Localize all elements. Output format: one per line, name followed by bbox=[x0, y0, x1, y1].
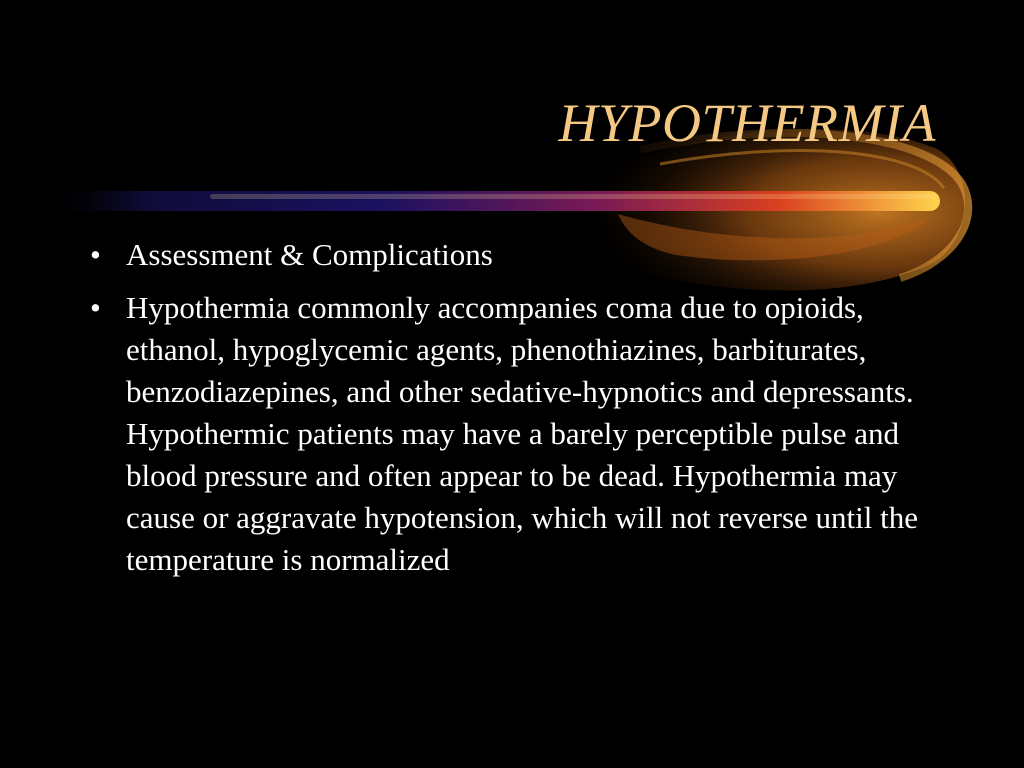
bullet-item-assessment bbox=[90, 234, 950, 276]
bullet-text: Hypothermia commonly accompanies coma due to opioids, ethanol, hypoglycemic agents, phenothiazines, barbiturates, benzodiazepines, and other sedative-hypnotics and depressants. Hypothermic patients may have a barely perceptible pulse and blood pressure and often appear to be dead. Hypothermia may cause or aggravate hypotension, which will not reverse until the temperature is normalized bbox=[126, 290, 918, 577]
bullet-text: Assessment & Complications bbox=[126, 237, 493, 272]
bullet-item-hypothermia-detail bbox=[90, 287, 950, 581]
bullet-marker: • bbox=[90, 290, 101, 325]
bullet-list bbox=[90, 234, 950, 592]
swoosh-bar-highlight bbox=[210, 194, 936, 199]
bullet-marker: • bbox=[90, 237, 101, 272]
slide-title: HYPOTHERMIA bbox=[558, 93, 936, 153]
